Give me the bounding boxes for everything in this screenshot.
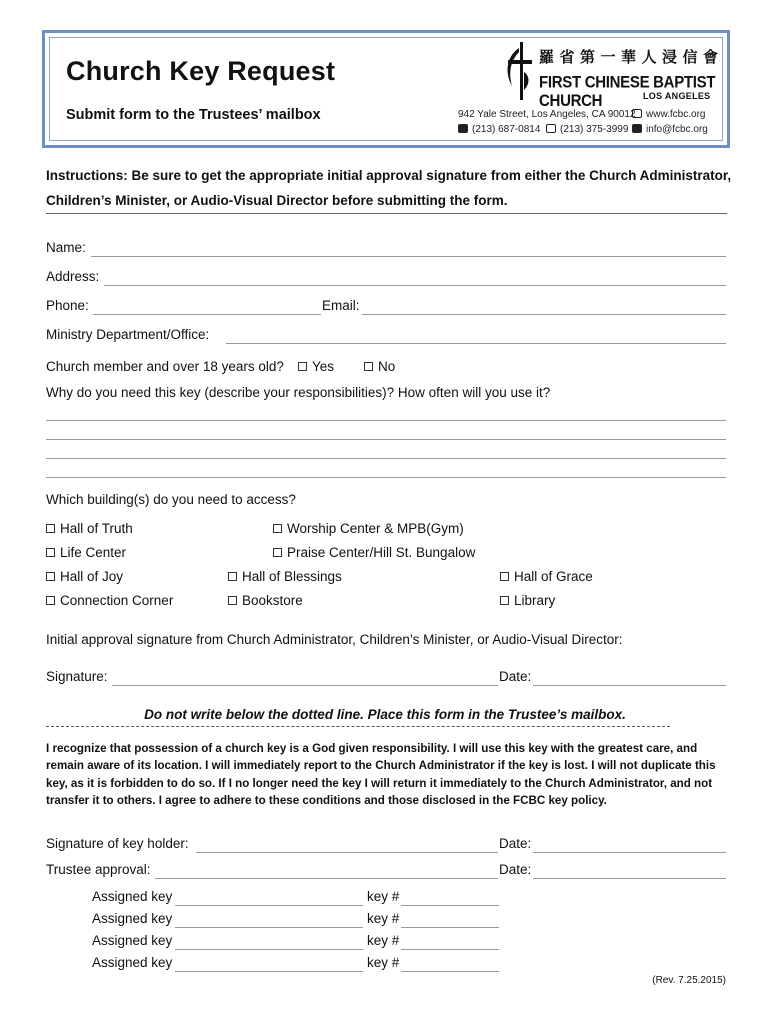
buildings-question: Which building(s) do you need to access? <box>46 492 296 507</box>
page-title: Church Key Request <box>66 56 336 86</box>
key-number-field[interactable] <box>401 949 499 950</box>
church-cross-logo <box>502 42 534 100</box>
assigned-key-label: Assigned key <box>92 911 173 926</box>
website-text: www.fcbc.org <box>646 109 706 120</box>
hall-of-blessings-label: Hall of Blessings <box>242 569 342 584</box>
phone-text: (213) 687-0814 <box>472 124 541 135</box>
approval-signature-label: Signature: <box>46 669 108 684</box>
org-website <box>632 109 705 120</box>
approval-signature-field[interactable] <box>112 685 498 686</box>
page-subtitle: Submit form to the Trustees’ mailbox <box>66 107 321 123</box>
praise-center-checkbox[interactable] <box>273 545 475 560</box>
assigned-key-label: Assigned key <box>92 889 173 904</box>
address-label: Address: <box>46 269 100 284</box>
assigned-key-field[interactable] <box>175 949 363 950</box>
address-field[interactable] <box>104 285 726 286</box>
key-number-field[interactable] <box>401 927 499 928</box>
trustee-date-field[interactable] <box>533 878 726 879</box>
dotted-line <box>46 726 670 727</box>
org-chinese-name: 羅省第一華人浸信會 <box>539 49 724 66</box>
checkbox-icon <box>364 362 373 371</box>
holder-signature-field[interactable] <box>196 852 498 853</box>
key-number-label: key # <box>367 889 400 904</box>
checkbox-icon <box>46 596 55 605</box>
ministry-field[interactable] <box>226 343 726 344</box>
key-number-field[interactable] <box>401 905 499 906</box>
library-checkbox[interactable] <box>500 593 555 608</box>
hall-of-blessings-checkbox[interactable] <box>228 569 342 584</box>
connection-corner-checkbox[interactable] <box>46 593 173 608</box>
yes-label: Yes <box>312 359 335 374</box>
key-number-label: key # <box>367 933 400 948</box>
checkbox-icon <box>500 572 509 581</box>
org-address: 942 Yale Street, Los Angeles, CA 90012 <box>458 109 636 120</box>
member-question: Church member and over 18 years old? <box>46 359 284 374</box>
why-answer-line-3[interactable] <box>46 458 726 459</box>
trustee-approval-field[interactable] <box>155 878 498 879</box>
hall-of-truth-label: Hall of Truth <box>60 521 133 536</box>
checkbox-icon <box>228 572 237 581</box>
assigned-key-field[interactable] <box>175 927 363 928</box>
ministry-label: Ministry Department/Office: <box>46 327 210 342</box>
checkbox-icon <box>46 524 55 533</box>
worship-center-label: Worship Center & MPB(Gym) <box>287 521 464 536</box>
fax-text: (213) 375-3999 <box>560 124 629 135</box>
hall-of-grace-label: Hall of Grace <box>514 569 593 584</box>
worship-center-checkbox[interactable] <box>273 521 464 536</box>
holder-date-field[interactable] <box>533 852 726 853</box>
hall-of-grace-checkbox[interactable] <box>500 569 593 584</box>
assigned-key-label: Assigned key <box>92 933 173 948</box>
member-no-checkbox[interactable] <box>364 359 395 374</box>
praise-center-label: Praise Center/Hill St. Bungalow <box>287 545 476 560</box>
approval-date-field[interactable] <box>533 685 726 686</box>
library-label: Library <box>514 593 556 608</box>
org-name: FIRST CHINESE BAPTIST CHURCH <box>539 73 716 111</box>
email-text: info@fcbc.org <box>646 124 708 135</box>
email-field[interactable] <box>362 314 726 315</box>
email-label: Email: <box>322 298 360 313</box>
assigned-key-label: Assigned key <box>92 955 173 970</box>
life-center-label: Life Center <box>60 545 127 560</box>
org-email <box>632 124 708 135</box>
phone-icon <box>458 124 468 133</box>
why-answer-line-2[interactable] <box>46 439 726 440</box>
checkbox-icon <box>46 572 55 581</box>
why-answer-line-1[interactable] <box>46 420 726 421</box>
name-field[interactable] <box>91 256 726 257</box>
phone-label: Phone: <box>46 298 89 313</box>
fax-icon <box>546 124 556 133</box>
trustee-approval-label: Trustee approval: <box>46 862 151 877</box>
key-number-label: key # <box>367 955 400 970</box>
org-phone <box>458 124 540 135</box>
approval-date-label: Date: <box>499 669 532 684</box>
org-fax <box>546 124 628 135</box>
hall-of-joy-label: Hall of Joy <box>60 569 124 584</box>
holder-signature-label: Signature of key holder: <box>46 836 189 851</box>
divider <box>46 213 727 214</box>
key-number-field[interactable] <box>401 971 499 972</box>
assigned-key-field[interactable] <box>175 905 363 906</box>
bookstore-checkbox[interactable] <box>228 593 303 608</box>
org-city: LOS ANGELES <box>643 91 711 101</box>
trustee-date-label: Date: <box>499 862 532 877</box>
why-answer-line-4[interactable] <box>46 477 726 478</box>
life-center-checkbox[interactable] <box>46 545 126 560</box>
checkbox-icon <box>273 524 282 533</box>
checkbox-icon <box>46 548 55 557</box>
checkbox-icon <box>298 362 307 371</box>
holder-date-label: Date: <box>499 836 532 851</box>
connection-corner-label: Connection Corner <box>60 593 174 608</box>
key-number-label: key # <box>367 911 400 926</box>
phone-field[interactable] <box>93 314 321 315</box>
why-question: Why do you need this key (describe your responsibilities)? How often will you use it? <box>46 385 551 400</box>
hall-of-joy-checkbox[interactable] <box>46 569 123 584</box>
name-label: Name: <box>46 240 86 255</box>
checkbox-icon <box>228 596 237 605</box>
instructions: Instructions: Be sure to get the appropriate initial approval signature from either the Church Administrator, Children’s Minister, or Audio-Visual Director before submitting the form. <box>46 168 732 208</box>
do-not-write-notice: Do not write below the dotted line. Place this form in the Trustee’s mailbox. <box>144 707 626 722</box>
approval-text: Initial approval signature from Church Administrator, Children’s Minister, or Audio-Visual Director: <box>46 632 623 647</box>
email-icon <box>632 124 642 133</box>
member-yes-checkbox[interactable] <box>298 359 334 374</box>
hall-of-truth-checkbox[interactable] <box>46 521 133 536</box>
web-icon <box>632 109 642 118</box>
checkbox-icon <box>273 548 282 557</box>
agreement-text: I recognize that possession of a church key is a God given responsibility. I will use this key with the greatest care, and remain aware of its location. I will immediately report to the Church Administrator if the key is lost. I will not duplicate this key, as it is forbidden to do so. If I no longer need the key I will return it immediately to the Church Administrator, and not transfer it to others. I agree to adhere to these conditions and those disclosed in the FCBC key policy. <box>46 742 716 807</box>
bookstore-label: Bookstore <box>242 593 303 608</box>
assigned-key-field[interactable] <box>175 971 363 972</box>
no-label: No <box>378 359 396 374</box>
checkbox-icon <box>500 596 509 605</box>
revision-date: (Rev. 7.25.2015) <box>652 975 726 986</box>
